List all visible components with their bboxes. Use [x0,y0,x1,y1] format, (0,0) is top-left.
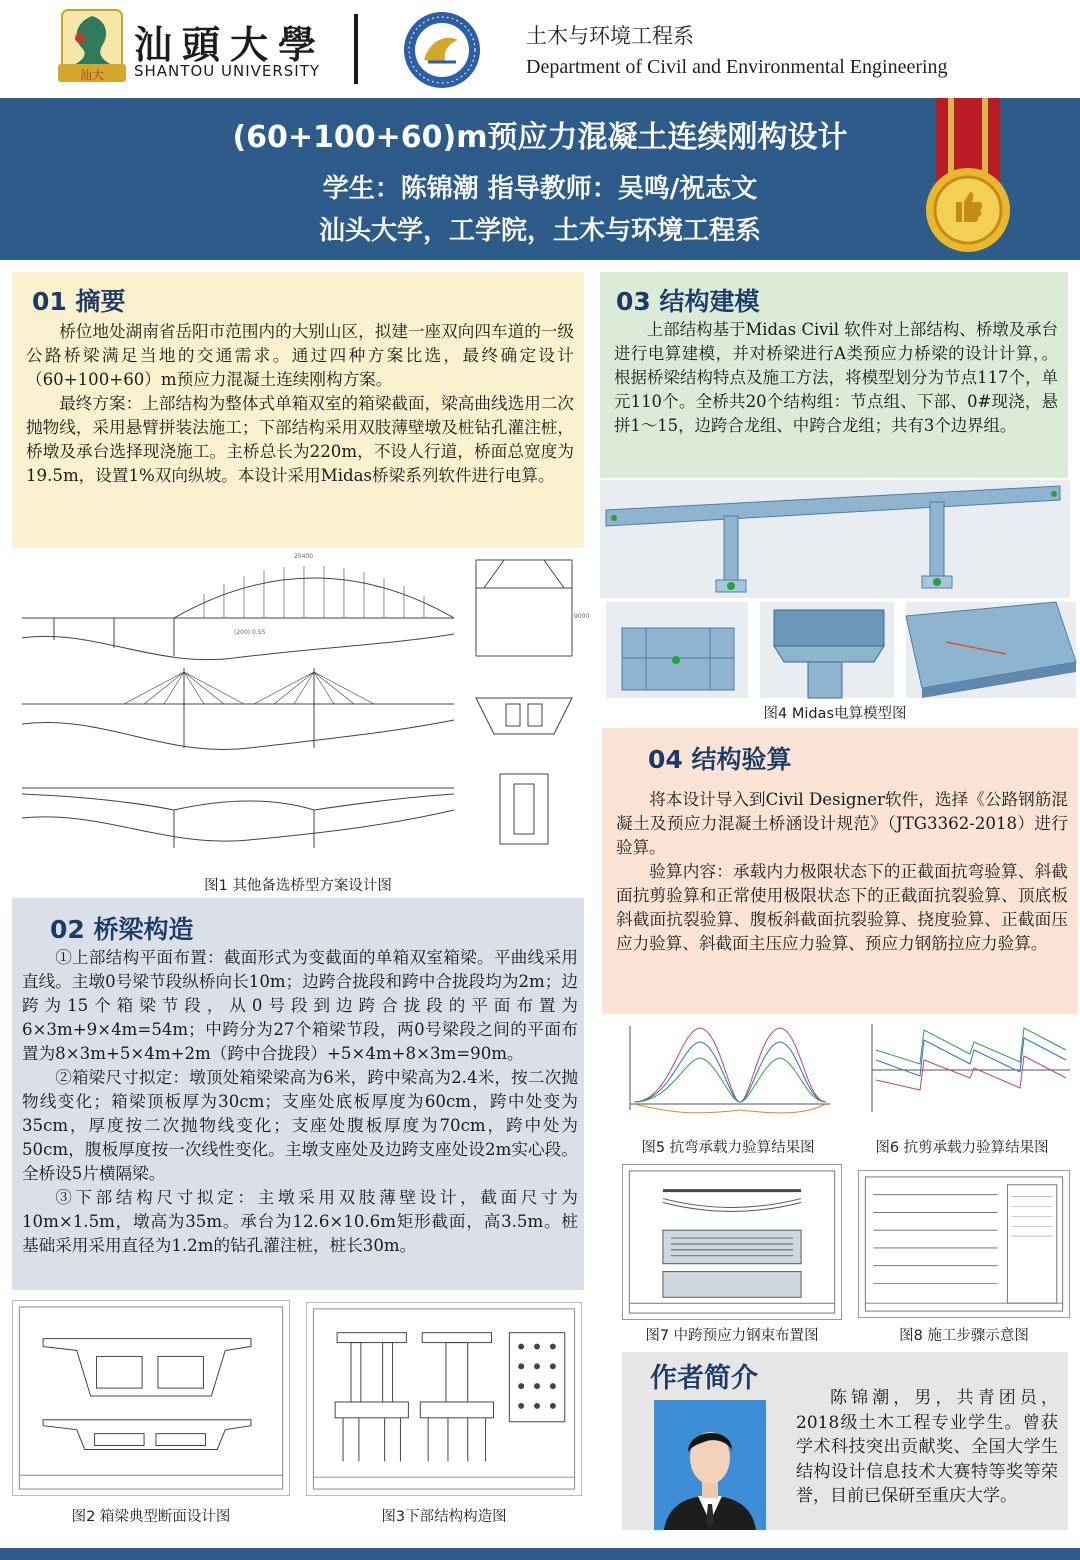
author-heading: 作者简介 [650,1363,758,1394]
svg-text:9000: 9000 [574,613,590,620]
midas-model-pier-view [606,602,748,698]
modeling-body [614,318,1058,438]
modeling-title: 03 结构建模 [616,287,760,316]
author-bio-text: 陈锦潮，男，共青团员，2018级土木工程专业学生。曾获学术科技突出贡献奖、全国大学生结构设计信息技术大赛特等奖等荣誉，目前已保研至重庆大学。 [796,1388,1058,1506]
department-name-cn: 土木与环境工程系 [526,24,694,48]
header-divider [354,14,358,84]
construction-paragraph: ①上部结构平面布置：截面形式为变截面的单箱双室箱梁。平曲线采用直线。主墩0号梁节段纵桥向长10m；边跨合拢段和跨中合拢段均为2m；边跨为15个箱梁节段，从0号段到边跨合拢段的平面布置为6×3m+9×4m=54m；中跨分为27个箱梁节段，两0号梁段之间的平面布置为8×3m+5×4m+2m（跨中合拢段）+5×4m+8×3m=90m。 [22,948,578,1063]
substructure-drawing [306,1302,582,1496]
university-logo-icon [56,8,128,86]
poster-title: (60+100+60)m预应力混凝土连续刚构设计 [232,120,848,155]
midas-model-main-view [600,480,1070,598]
shear-check-chart [850,1020,1074,1132]
construction-section [12,898,584,1290]
abstract-title: 01 摘要 [32,287,126,316]
modeling-paragraph: 上部结构基于Midas Civil 软件对上部结构、桥墩及承台进行电算建模，并对桥梁进行A类预应力桥梁的设计计算，。根据桥梁结构特点及施工方法，将模型划分为节点117个，单元110个。全桥共20个结构组：节点组、下部、0#现浇，悬拼1～15，边跨合龙组、中跨合龙组；共有3个边界组。 [614,320,1058,435]
figure-6-caption: 图6 抗剪承载力验算结果图 [875,1140,1049,1156]
checking-title: 04 结构验算 [648,745,792,774]
checking-body [616,788,1068,956]
figure-2-caption: 图2 箱梁典型断面设计图 [71,1509,231,1525]
department-name-en: Department of Civil and Environmental Engineering [526,56,948,78]
logo-mark-text: 汕大 [79,68,105,82]
svg-text:(200) 0.55: (200) 0.55 [234,629,266,636]
department-badge-icon [402,10,482,90]
author-bio [796,1386,1058,1509]
abstract-section [12,272,584,548]
abstract-body [26,320,574,488]
construction-paragraph: ③下部结构尺寸拟定：主墩采用双肢薄壁设计，截面尺寸为10m×1.5m，墩高为35m。承台为12.6×10.6m矩形截面，高3.5m。桩基础采用采用直径为1.2m的钻孔灌注桩，桩长30m。 [22,1188,578,1255]
midas-model-deck-view [906,602,1076,698]
poster-authors: 学生：陈锦潮 指导教师：吴鸣/祝志文 [322,174,758,204]
figure-1-caption: 图1 其他备选桥型方案设计图 [204,878,392,894]
construction-body [22,946,578,1258]
abstract-paragraph: 最终方案：上部结构为整体式单箱双室的箱梁截面，梁高曲线选用二次抛物线，采用悬臂拼装法施工；下部结构采用双肢薄壁墩及桩钻孔灌注桩，桥墩及承台选择现浇施工。主桥总长为220m，不设人行道，桥面总宽度为19.5m，设置1%双向纵坡。本设计采用Midas桥梁系列软件进行电算。 [26,394,574,485]
checking-paragraph: 将本设计导入到Civil Designer软件，选择《公路钢筋混凝土及预应力混凝土桥涵设计规范》（JTG3362-2018）进行验算。 [616,790,1068,857]
checking-paragraph: 验算内容：承载内力极限状态下的正截面抗弯验算、斜截面抗剪验算和正常使用极限状态下的正截面抗裂验算、顶底板斜截面抗裂验算、腹板斜截面抗裂验算、挠度验算、正截面压应力验算、斜截面主压应力验算、预应力钢筋拉应力验算。 [616,862,1068,953]
tendon-layout-drawing [622,1164,842,1320]
figure-4-caption: 图4 Midas电算模型图 [763,706,907,722]
checking-section [602,728,1078,1014]
author-photo [654,1400,766,1530]
construction-title: 02 桥梁构造 [50,915,194,944]
figure-7-caption: 图7 中跨预应力钢束布置图 [645,1328,819,1344]
midas-model-pier-top-view [760,602,894,698]
modeling-section [600,272,1068,478]
university-name-en: SHANTOU UNIVERSITY [134,62,321,80]
medal-icon [918,98,1018,258]
bending-check-chart [610,1020,836,1132]
alternative-schemes-figure [14,548,590,864]
figure-3-caption: 图3下部结构构造图 [381,1509,507,1525]
abstract-paragraph: 桥位地处湖南省岳阳市范围内的大别山区，拟建一座双向四车道的一级公路桥梁满足当地的交通需求。通过四种方案比选，最终确定设计（60+100+60）m预应力混凝土连续刚构方案。 [26,322,574,389]
construction-steps-drawing [858,1170,1070,1318]
author-section [622,1352,1068,1530]
poster-affiliation: 汕头大学，工学院，土木与环境工程系 [318,216,761,246]
figure-8-caption: 图8 施工步骤示意图 [899,1328,1029,1344]
poster-header [0,0,1080,98]
university-name-cn: 汕頭大學 [134,22,327,67]
box-girder-section-drawing [12,1300,290,1496]
figure-5-caption: 图5 抗弯承载力验算结果图 [641,1140,815,1156]
footer-bar [0,1548,1080,1560]
construction-paragraph: ②箱梁尺寸拟定：墩顶处箱梁梁高为6米，跨中梁高为2.4米，按二次抛物线变化；箱梁顶板厚为30cm；支座处底板厚度为60cm，跨中处变为35cm，厚度按二次抛物线变化；支座处腹板厚度为70cm，跨中处为50cm，腹板厚度按一次线性变化。主墩支座处及边跨支座处设2m实心段。全桥设5片横隔梁。 [22,1068,578,1183]
svg-text:25400: 25400 [294,553,314,560]
